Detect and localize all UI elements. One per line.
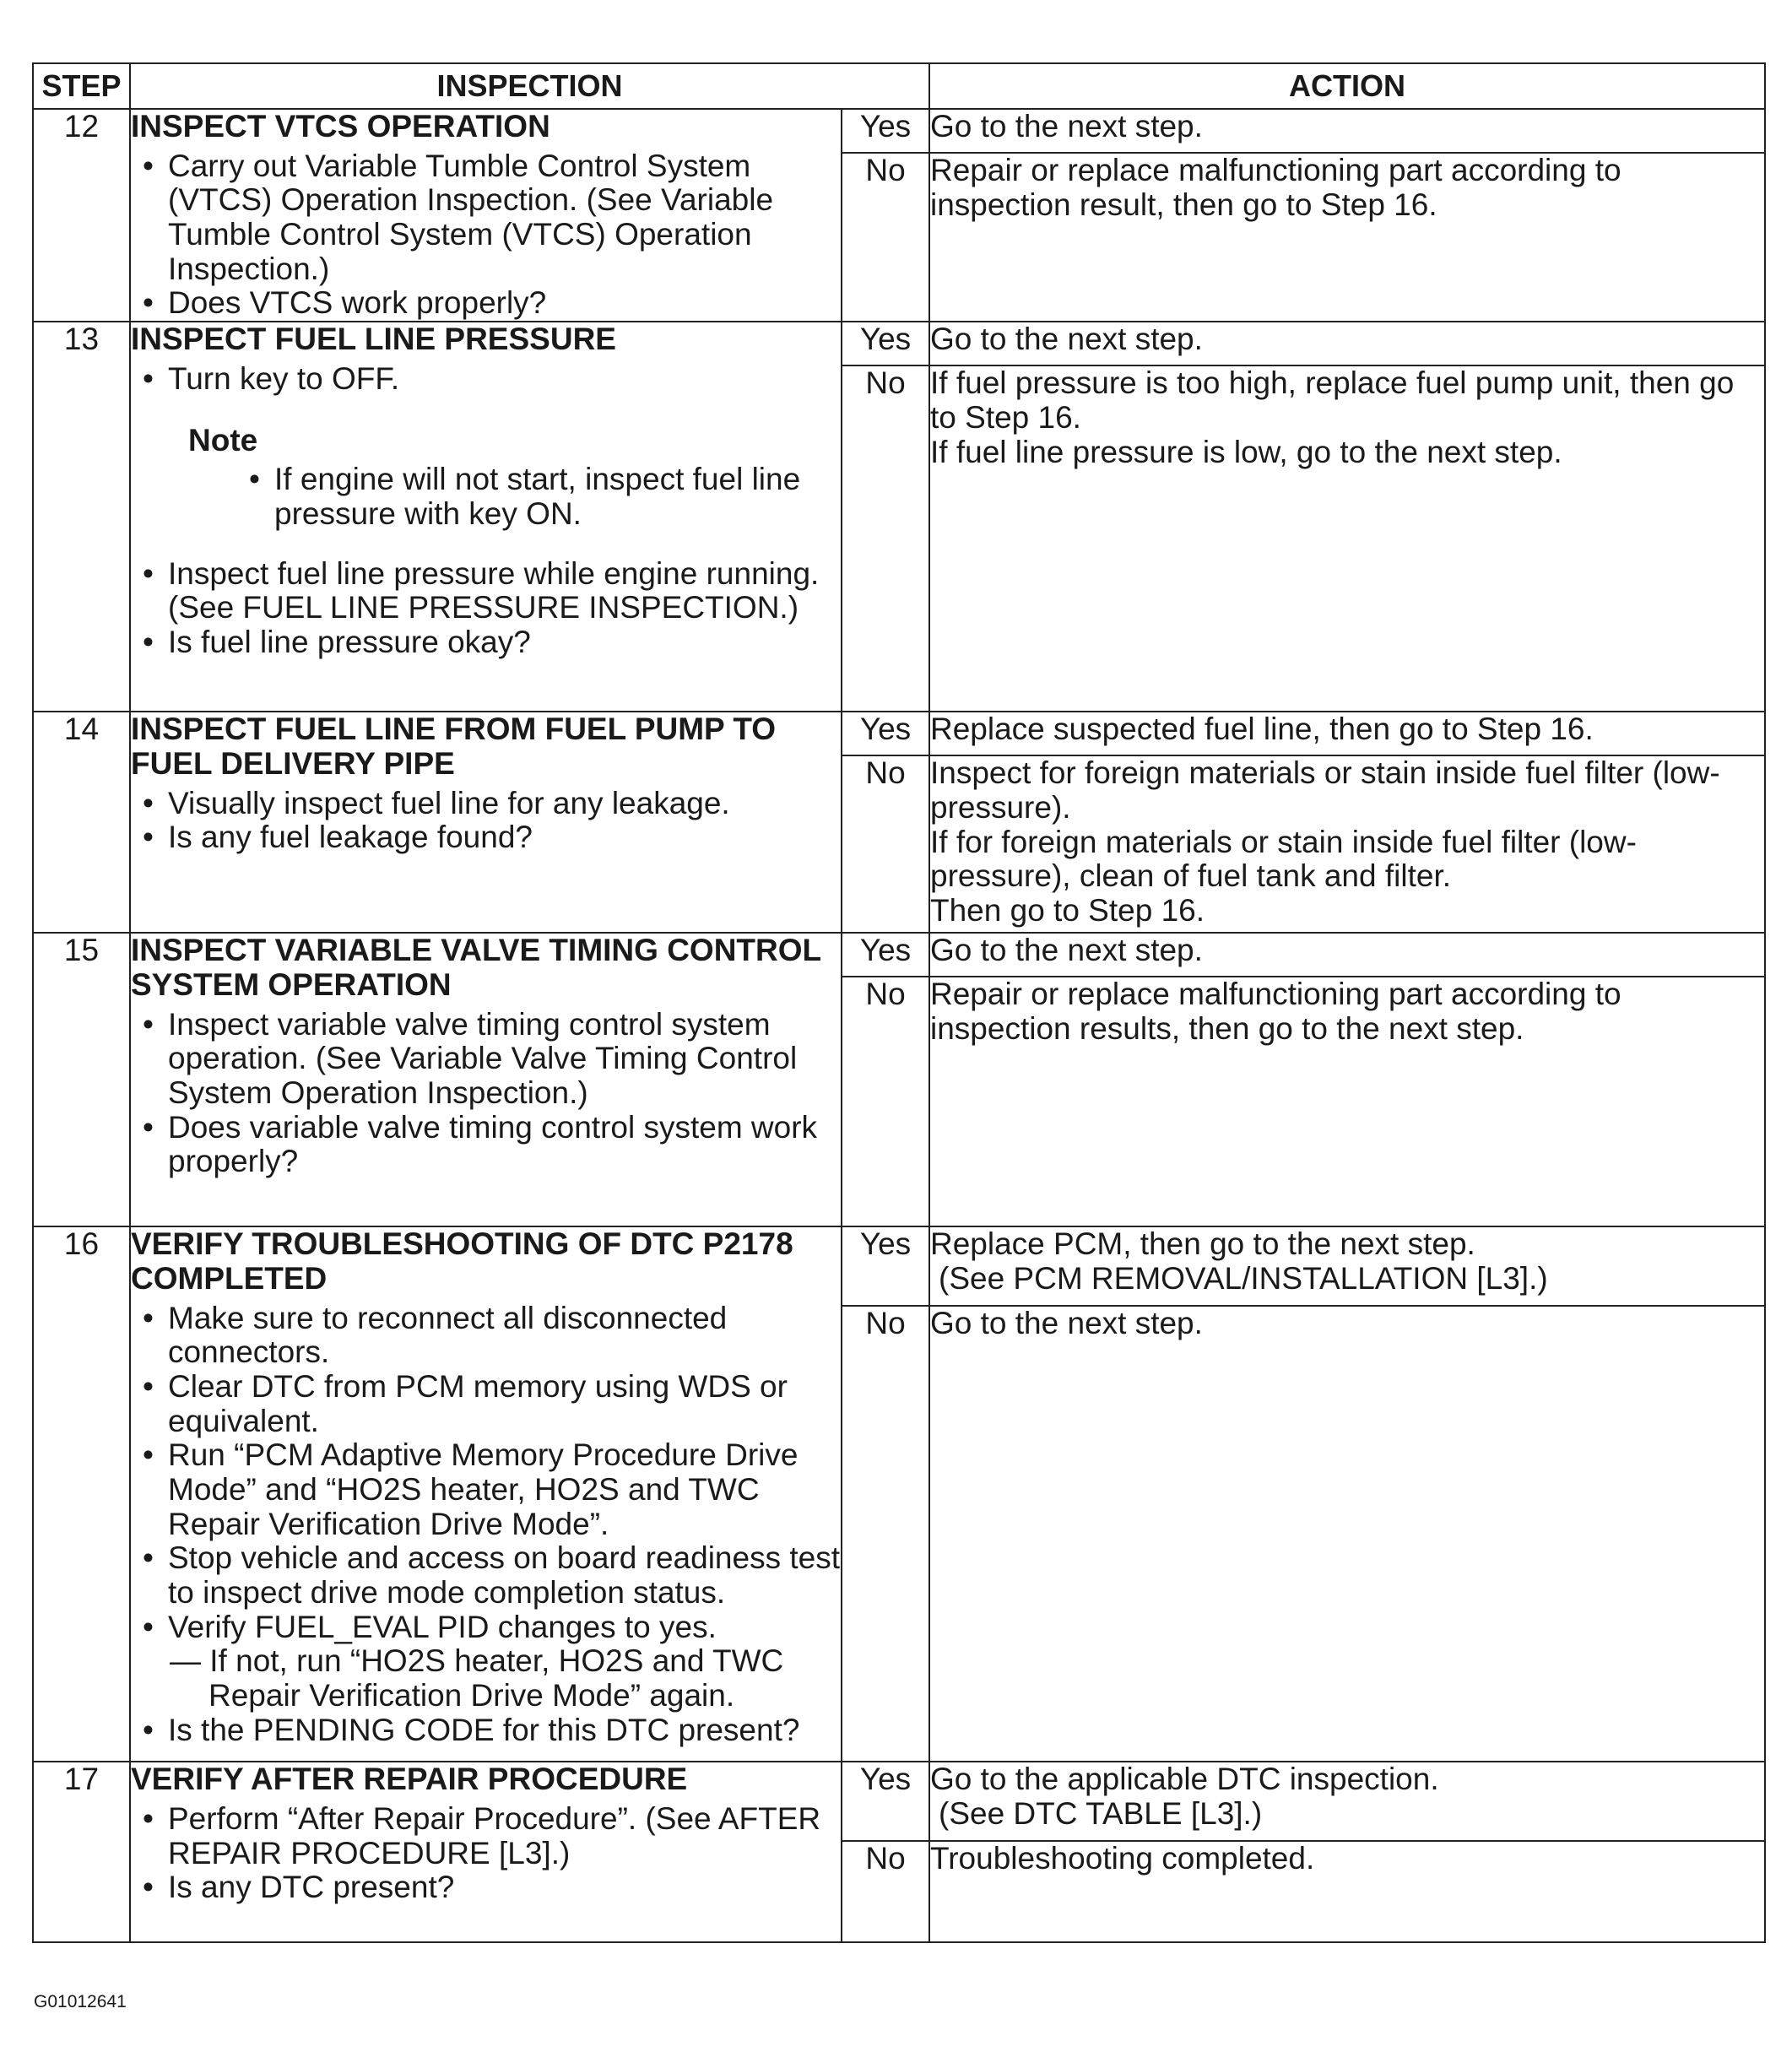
list-item: • Stop vehicle and access on board readiness test to inspect drive mode completion status. <box>131 1541 841 1610</box>
list-item: • Perform “After Repair Procedure”. (See AFTER REPAIR PROCEDURE [L3].) <box>131 1802 841 1870</box>
note-item: • If engine will not start, inspect fuel line pressure with key ON. <box>131 463 841 531</box>
list-item: • Run “PCM Adaptive Memory Procedure Drive Mode” and “HO2S heater, HO2S and TWC Repair Verification Drive Mode”. <box>131 1438 841 1541</box>
no-action: Repair or replace malfunctioning part according to inspection results, then go to the next step. <box>929 977 1765 1226</box>
troubleshooting-table <box>32 62 1766 1943</box>
no-label: No <box>842 1306 929 1762</box>
no-label: No <box>842 755 929 933</box>
inspection-cell <box>130 322 842 712</box>
step-number: 12 <box>33 109 130 322</box>
table-row <box>33 322 1765 365</box>
no-action <box>929 755 1765 933</box>
action-line: If fuel pressure is too high, replace fuel pump unit, then go to Step 16. <box>930 365 1735 435</box>
step-number: 13 <box>33 322 130 712</box>
yes-label: Yes <box>842 109 929 153</box>
action-line: If for foreign materials or stain inside fuel filter (low-pressure), clean of fuel tank and filter. <box>930 824 1637 894</box>
yes-label: Yes <box>842 1226 929 1306</box>
inspection-items <box>131 787 841 855</box>
action-line: Go to the applicable DTC inspection. <box>930 1762 1439 1797</box>
inspection-title: INSPECT FUEL LINE FROM FUEL PUMP TO FUEL DELIVERY PIPE <box>131 712 777 781</box>
list-item: • Is the PENDING CODE for this DTC present? <box>131 1713 841 1748</box>
note-heading: Note <box>188 422 258 457</box>
inspection-cell <box>130 1762 842 1942</box>
figure-id: G01012641 <box>34 1992 127 2011</box>
list-item: • Inspect variable valve timing control system operation. (See Variable Valve Timing Control System Operation Inspection.) <box>131 1008 841 1111</box>
no-action: Go to the next step. <box>929 1306 1765 1762</box>
list-item: • Is any fuel leakage found? <box>131 820 841 855</box>
no-label: No <box>842 153 929 322</box>
list-item: • Does variable valve timing control system work properly? <box>131 1111 841 1179</box>
inspection-items <box>131 362 841 397</box>
sub-item-continued: Repair Verification Drive Mode” again. <box>208 1678 735 1713</box>
yes-label: Yes <box>842 712 929 755</box>
inspection-cell <box>130 712 842 933</box>
inspection-title: INSPECT VTCS OPERATION <box>131 109 550 143</box>
yes-action <box>929 1226 1765 1306</box>
inspection-items <box>131 1802 841 1905</box>
action-line: Replace PCM, then go to the next step. <box>930 1226 1475 1262</box>
no-action: Troubleshooting completed. <box>929 1841 1765 1942</box>
yes-action: Replace suspected fuel line, then go to Step 16. <box>929 712 1765 755</box>
list-item: • Is fuel line pressure okay? <box>131 625 841 660</box>
list-item <box>131 1611 841 1713</box>
table-row <box>33 109 1765 153</box>
inspection-items <box>131 1008 841 1179</box>
step-number: 17 <box>33 1762 130 1942</box>
header-row <box>33 63 1765 109</box>
inspection-cell <box>130 1226 842 1762</box>
header-action: ACTION <box>929 63 1765 109</box>
step-number: 14 <box>33 712 130 933</box>
action-line: Then go to Step 16. <box>930 892 1205 928</box>
sub-item: — If not, run “HO2S heater, HO2S and TWC <box>170 1643 784 1679</box>
list-item: • Clear DTC from PCM memory using WDS or equivalent. <box>131 1370 841 1438</box>
yes-label: Yes <box>842 1762 929 1841</box>
action-line: (See PCM REMOVAL/INSTALLATION [L3].) <box>939 1260 1548 1296</box>
yes-action: Go to the next step. <box>929 933 1765 977</box>
header-step: STEP <box>33 63 130 109</box>
inspection-title: INSPECT VARIABLE VALVE TIMING CONTROL SYSTEM OPERATION <box>131 933 821 1002</box>
list-item-text: • Verify FUEL_EVAL PID changes to yes. <box>168 1609 717 1644</box>
yes-label: Yes <box>842 933 929 977</box>
no-label: No <box>842 977 929 1226</box>
note-block <box>131 424 841 532</box>
no-action: Repair or replace malfunctioning part according to inspection result, then go to Step 16. <box>929 153 1765 322</box>
no-label: No <box>842 1841 929 1942</box>
yes-action <box>929 1762 1765 1841</box>
inspection-items <box>131 149 841 321</box>
yes-action: Go to the next step. <box>929 322 1765 365</box>
step-number: 16 <box>33 1226 130 1762</box>
action-line: If fuel line pressure is low, go to the next step. <box>930 434 1562 469</box>
inspection-title: VERIFY AFTER REPAIR PROCEDURE <box>131 1762 688 1797</box>
inspection-items <box>131 1302 841 1748</box>
inspection-cell <box>130 933 842 1226</box>
header-inspection: INSPECTION <box>130 63 929 109</box>
table-row <box>33 1762 1765 1841</box>
table-row <box>33 1226 1765 1306</box>
inspection-title: INSPECT FUEL LINE PRESSURE <box>131 322 616 357</box>
yes-action: Go to the next step. <box>929 109 1765 153</box>
list-item: • Does VTCS work properly? <box>131 286 841 321</box>
list-item: • Make sure to reconnect all disconnected connectors. <box>131 1302 841 1370</box>
table-row <box>33 712 1765 755</box>
list-item: • Visually inspect fuel line for any leakage. <box>131 787 841 821</box>
action-line: Inspect for foreign materials or stain inside fuel filter (low-pressure). <box>930 755 1720 825</box>
step-number: 15 <box>33 933 130 1226</box>
yes-label: Yes <box>842 322 929 365</box>
action-line: (See DTC TABLE [L3].) <box>939 1795 1263 1831</box>
no-label: No <box>842 365 929 712</box>
list-item: • Turn key to OFF. <box>131 362 841 397</box>
list-item: • Is any DTC present? <box>131 1870 841 1905</box>
inspection-items <box>131 557 841 660</box>
inspection-title: VERIFY TROUBLESHOOTING OF DTC P2178 COMPLETED <box>131 1226 793 1296</box>
list-item: • Inspect fuel line pressure while engine running. (See FUEL LINE PRESSURE INSPECTION.) <box>131 557 841 625</box>
inspection-cell <box>130 109 842 322</box>
no-action <box>929 365 1765 712</box>
table-row <box>33 933 1765 977</box>
list-item: • Carry out Variable Tumble Control System (VTCS) Operation Inspection. (See Variable Tumble Control System (VTCS) Operation Inspection.) <box>131 149 841 287</box>
